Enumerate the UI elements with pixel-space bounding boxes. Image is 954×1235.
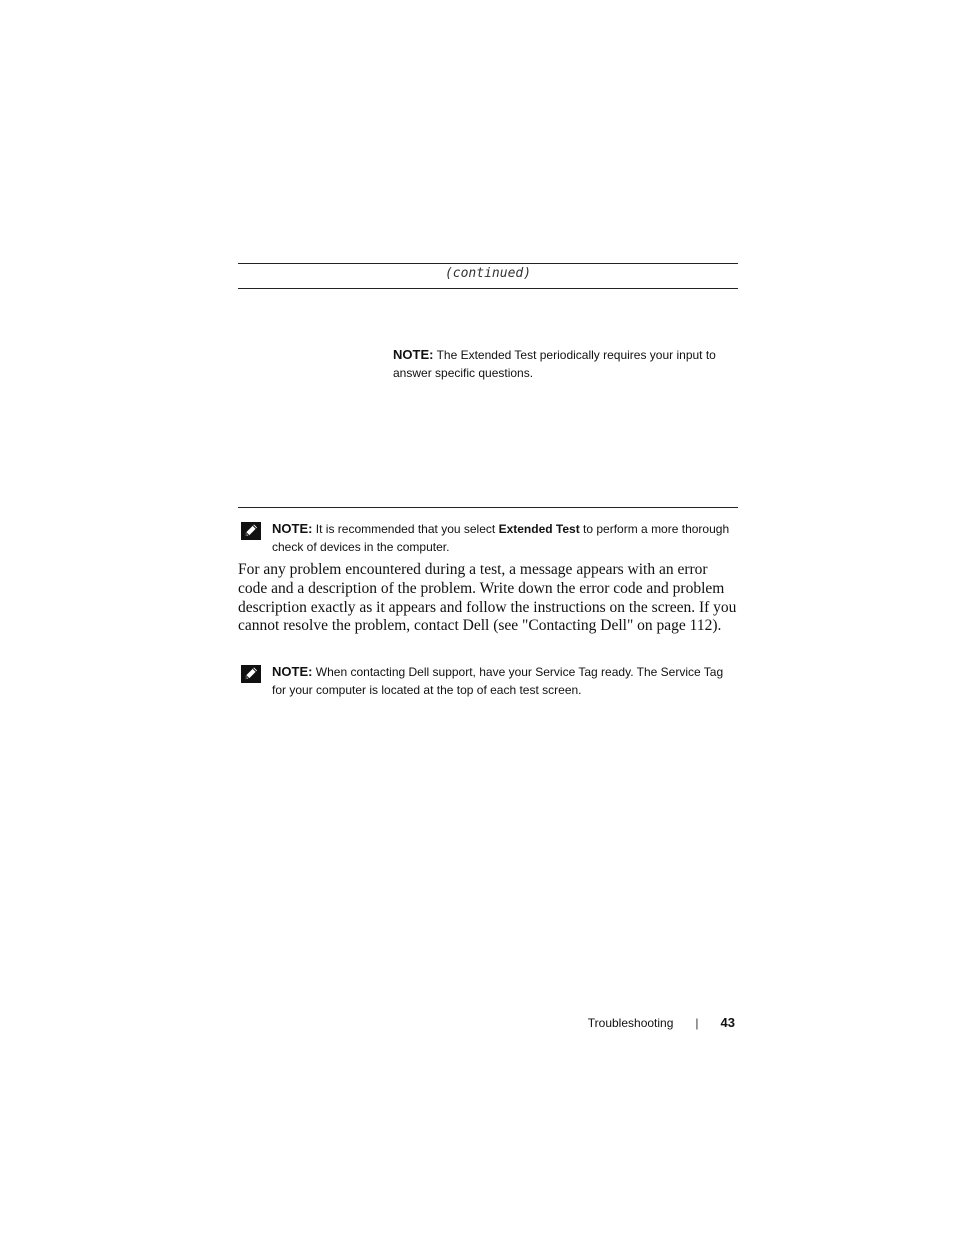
note-text: When contacting Dell support, have your Service Tag ready. The Service Tag for your computer is located at the top of each test screen. [272, 665, 724, 697]
table-top-rule [238, 263, 738, 264]
note-text: The Extended Test periodically requires your input to answer specific questions. [393, 348, 716, 380]
page-number: 43 [720, 1015, 735, 1030]
footer-separator: | [695, 1016, 699, 1030]
note-label: NOTE: [393, 347, 434, 362]
table-bottom-rule [238, 507, 738, 508]
note-service-tag [238, 663, 738, 699]
note-text-before: It is recommended that you select [315, 522, 499, 536]
note-pencil-icon [241, 522, 261, 540]
table-note-text [393, 346, 738, 382]
note-pencil-icon [241, 665, 261, 683]
body-paragraph: For any problem encountered during a test, a message appears with an error code and a description of the problem. Write down the error code and problem description exactly as it appears and follow the instructions on the screen. If you cannot resolve the problem, contact Dell (see "Contacting Dell" on page 112). [238, 561, 737, 635]
note-label: NOTE: [272, 521, 313, 536]
note-recommend-extended-test [238, 520, 738, 556]
note-label: NOTE: [272, 664, 313, 679]
note-text-after: to perform a more thorough check of devices in the computer. [272, 522, 730, 554]
note-emphasis: Extended Test [498, 522, 580, 536]
note-body [272, 663, 738, 699]
table-header-rule [238, 288, 738, 289]
table-cell-note [393, 346, 738, 382]
note-body [272, 520, 738, 556]
page-footer [238, 1015, 735, 1030]
continued-label: (continued) [444, 266, 532, 281]
footer-section-name: Troubleshooting [587, 1016, 674, 1030]
